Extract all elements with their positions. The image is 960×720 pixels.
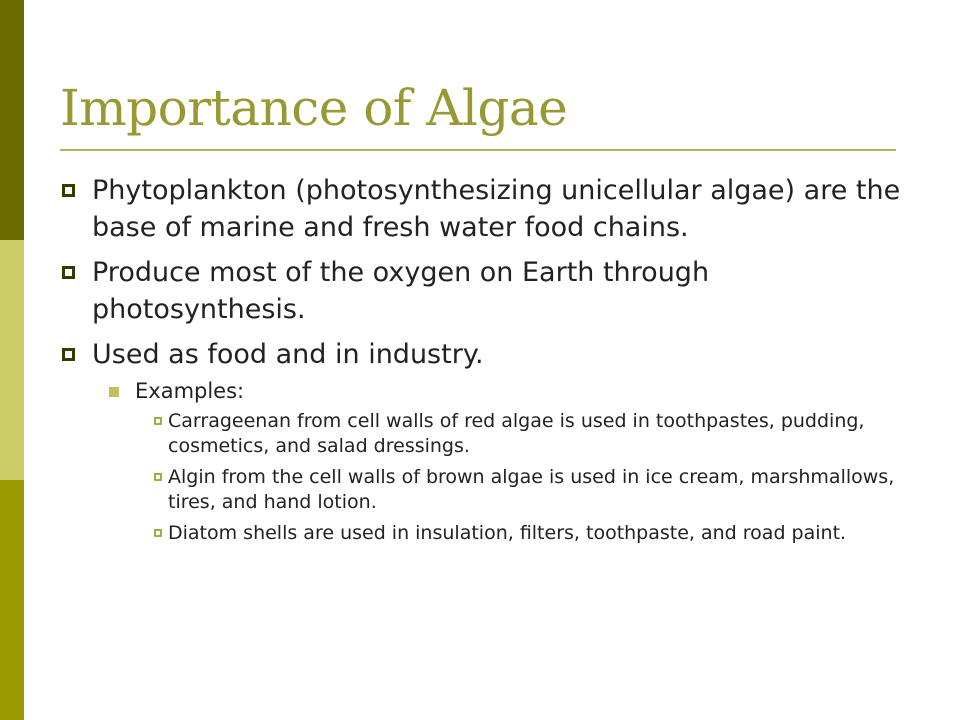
small-square-bullet-icon — [154, 417, 162, 425]
example-carrageenan — [60, 409, 920, 459]
filled-square-bullet-icon — [109, 387, 119, 397]
square-bullet-icon — [62, 348, 75, 361]
sub-bullet-examples — [60, 377, 920, 405]
example-text: Carrageenan from cell walls of red algae is used in toothpastes, pudding, cosmetics, and salad dressings. — [168, 410, 865, 457]
bullet-oxygen — [60, 254, 920, 328]
slide-title: Importance of Algae — [60, 79, 568, 137]
square-bullet-icon — [62, 266, 75, 279]
title-underline — [60, 149, 896, 151]
square-bullet-icon — [62, 184, 75, 197]
bullet-text: Phytoplankton (photosynthesizing unicellular algae) are the base of marine and fresh water food chains. — [92, 175, 901, 243]
bullet-text: Produce most of the oxygen on Earth through photosynthesis. — [92, 257, 710, 325]
left-accent-band-olive — [0, 480, 24, 720]
bullet-phytoplankton — [60, 172, 920, 246]
small-square-bullet-icon — [154, 529, 162, 537]
sub-bullet-text: Examples: — [135, 379, 245, 403]
left-accent-band-light — [0, 240, 24, 480]
small-square-bullet-icon — [154, 473, 162, 481]
left-accent-band-dark — [0, 0, 24, 240]
example-text: Algin from the cell walls of brown algae is used in ice cream, marshmallows, tires, and hand lotion. — [168, 466, 895, 513]
example-algin — [60, 465, 920, 515]
example-text: Diatom shells are used in insulation, filters, toothpaste, and road paint. — [168, 522, 847, 544]
example-diatom — [60, 521, 920, 546]
bullet-food-industry — [60, 336, 920, 373]
bullet-text: Used as food and in industry. — [92, 339, 484, 370]
slide-body — [60, 172, 920, 552]
